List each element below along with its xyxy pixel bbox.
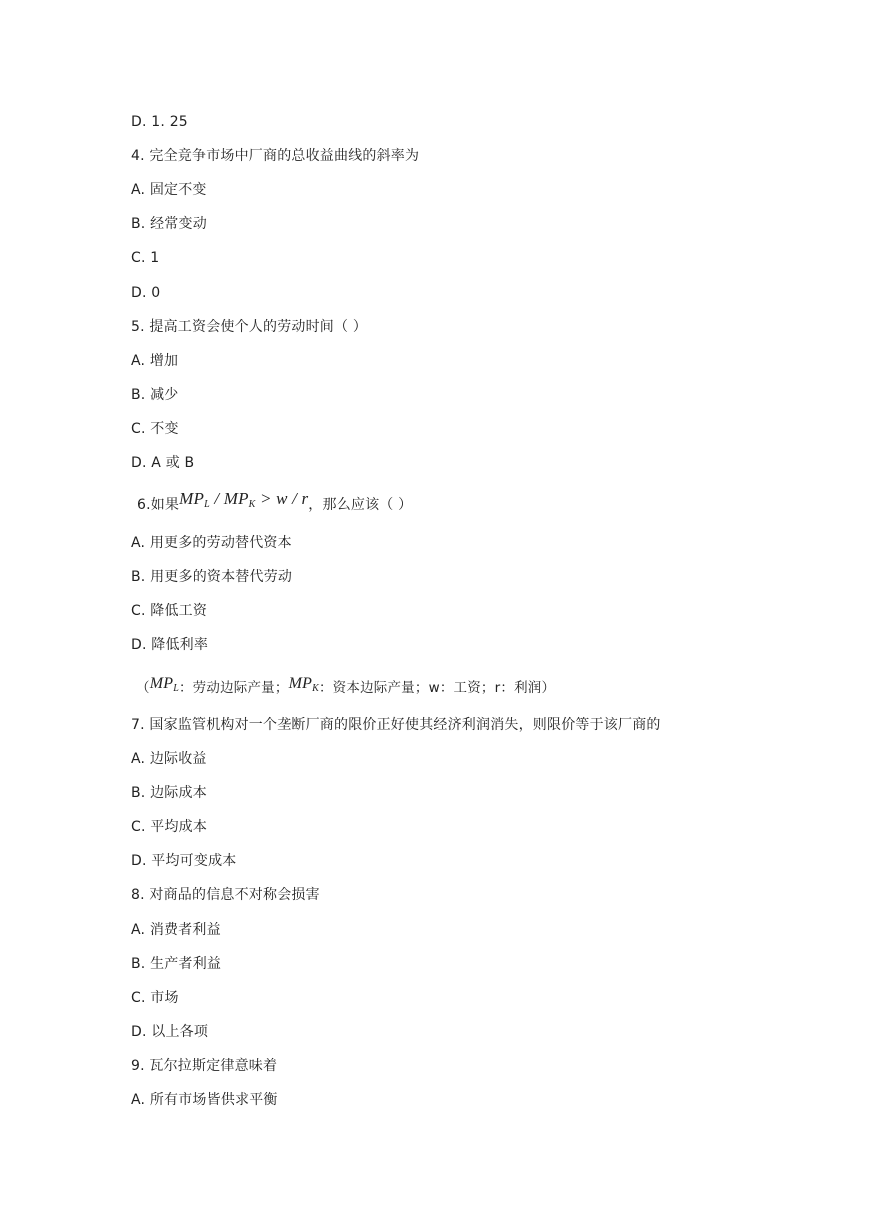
question-4-option-c: C. 1 xyxy=(131,250,160,266)
formula-gt-wr: > w / r xyxy=(255,489,309,508)
question-7: 7. 国家监管机构对一个垄断厂商的限价正好使其经济利润消失，则限价等于该厂商的 xyxy=(131,717,661,733)
note-mpl xyxy=(150,675,179,692)
note-mpk-text: ：资本边际产量；w：工资；r：利润） xyxy=(318,680,556,696)
formula-sub-k: K xyxy=(248,499,256,510)
question-9: 9. 瓦尔拉斯定律意味着 xyxy=(131,1058,278,1074)
question-8-option-c: C. 市场 xyxy=(131,990,179,1006)
question-5: 5. 提高工资会使个人的劳动时间（ ） xyxy=(131,319,368,335)
formula-slash: / xyxy=(209,489,224,508)
note-mpl-text: ：劳动边际产量； xyxy=(178,680,289,696)
question-5-option-b: B. 减少 xyxy=(131,387,179,403)
question-8: 8. 对商品的信息不对称会损害 xyxy=(131,887,320,903)
question-4-option-a: A. 固定不变 xyxy=(131,182,207,198)
formula-mp-l: MP xyxy=(179,489,205,508)
question-5-option-c: C. 不变 xyxy=(131,421,179,437)
question-6-option-d: D. 降低利率 xyxy=(131,637,209,653)
question-5-option-a: A. 增加 xyxy=(131,353,179,369)
question-7-option-a: A. 边际收益 xyxy=(131,751,207,767)
question-4: 4. 完全竞争市场中厂商的总收益曲线的斜率为 xyxy=(131,148,420,164)
question-6-suffix: ，那么应该（ ） xyxy=(308,497,413,513)
question-6-note xyxy=(136,675,556,703)
question-7-option-d: D. 平均可变成本 xyxy=(131,853,237,869)
formula-mp-k: MP xyxy=(223,489,249,508)
question-4-option-d: D. 0 xyxy=(131,285,161,301)
formula-sub-l: L xyxy=(204,499,210,510)
note-mpl-mp: MP xyxy=(149,675,174,692)
question-5-option-d: D. A 或 B xyxy=(131,455,195,471)
note-mpk-sub: K xyxy=(312,683,319,694)
note-mpk-mp: MP xyxy=(288,675,313,692)
note-mpl-sub: L xyxy=(173,683,179,694)
question-6 xyxy=(137,489,413,520)
question-6-prefix: 6.如果 xyxy=(137,497,180,513)
question-6-option-a: A. 用更多的劳动替代资本 xyxy=(131,535,292,551)
question-8-option-b: B. 生产者利益 xyxy=(131,956,222,972)
note-mpk xyxy=(289,675,319,692)
question-6-option-c: C. 降低工资 xyxy=(131,603,208,619)
option-d-prev-question: D. 1. 25 xyxy=(131,114,188,130)
question-8-option-d: D. 以上各项 xyxy=(131,1024,209,1040)
question-6-option-b: B. 用更多的资本替代劳动 xyxy=(131,569,293,585)
question-7-option-b: B. 边际成本 xyxy=(131,785,207,801)
question-9-option-a: A. 所有市场皆供求平衡 xyxy=(131,1092,278,1108)
question-4-option-b: B. 经常变动 xyxy=(131,216,207,232)
question-6-formula xyxy=(179,489,308,508)
note-open-paren: （ xyxy=(136,680,150,696)
question-8-option-a: A. 消费者利益 xyxy=(131,922,221,938)
question-7-option-c: C. 平均成本 xyxy=(131,819,208,835)
